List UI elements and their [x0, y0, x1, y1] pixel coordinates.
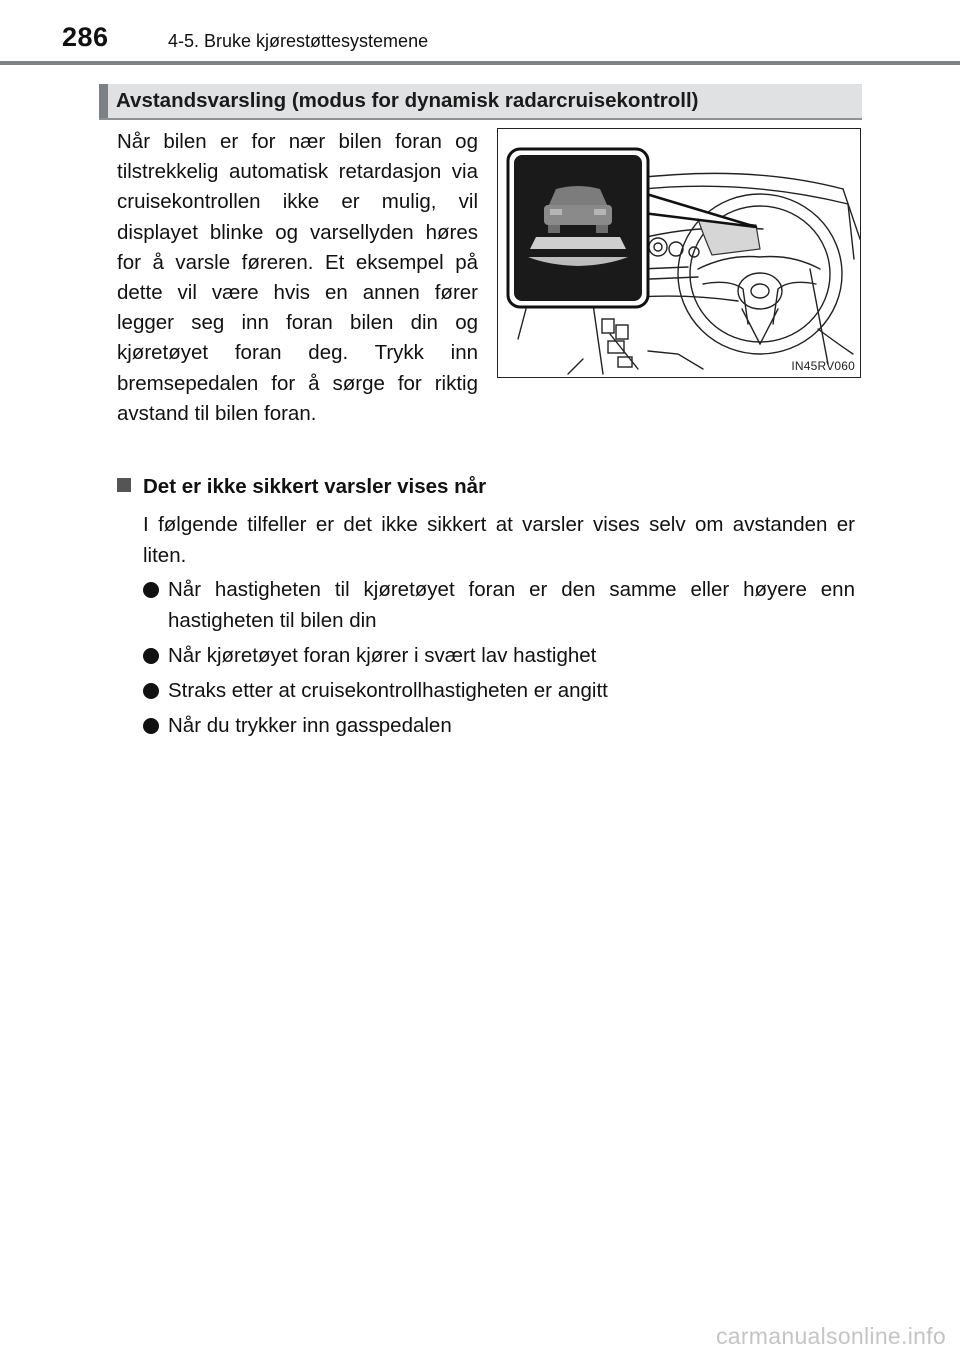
subsection-title: Det er ikke sikkert varsler vises når	[143, 475, 487, 498]
dashboard-illustration	[497, 128, 861, 378]
bullet-dot-icon	[143, 582, 159, 598]
list-item-text: Når kjøretøyet foran kjører i svært lav hastighet	[168, 644, 597, 667]
list-item-text: Når du trykker inn gasspedalen	[168, 714, 452, 737]
dashboard-drawing	[498, 129, 861, 378]
square-bullet-icon	[117, 478, 131, 492]
bullet-dot-icon	[143, 648, 159, 664]
figure-code: IN45RV060	[791, 359, 855, 373]
page-number: 286	[62, 22, 109, 52]
list-item	[143, 675, 855, 706]
subsection-paragraph: I følgende tilfeller er det ikke sikkert at varsler vises selv om avstanden er liten.	[143, 513, 855, 567]
list-item-text: Når hastigheten til kjøretøyet foran er den samme eller høyere enn hastigheten til bilen din	[168, 578, 855, 632]
section-title: Avstandsvarsling (modus for dynamisk radarcruisekontroll)	[116, 89, 699, 112]
list-item	[143, 640, 855, 671]
intro-paragraph: Når bilen er for nær bilen foran og tilstrekkelig automatisk retardasjon via cruisekontrollen ikke er mulig, vil displayet blinke og varsellyden høres for å varsle føreren. Et eksempel på dette vil være hvis en annen fører legger seg inn foran bilen din og kjøretøyet foran deg. Trykk inn bremsepedalen for å sørge for riktig avstand til bilen foran.	[117, 130, 478, 425]
chapter-heading: 4-5. Bruke kjørestøttesystemene	[168, 31, 429, 51]
list-item-text: Straks etter at cruisekontrollhastigheten er angitt	[168, 679, 608, 702]
header-rule	[0, 61, 960, 65]
bullet-dot-icon	[143, 683, 159, 699]
section-heading-bar	[99, 84, 862, 120]
section-heading-accent	[99, 84, 108, 118]
subsection-heading	[117, 475, 486, 499]
list-item	[143, 710, 855, 741]
bullet-dot-icon	[143, 718, 159, 734]
list-item	[143, 574, 855, 636]
watermark: carmanualsonline.info	[715, 1323, 946, 1349]
condition-list	[143, 574, 855, 745]
